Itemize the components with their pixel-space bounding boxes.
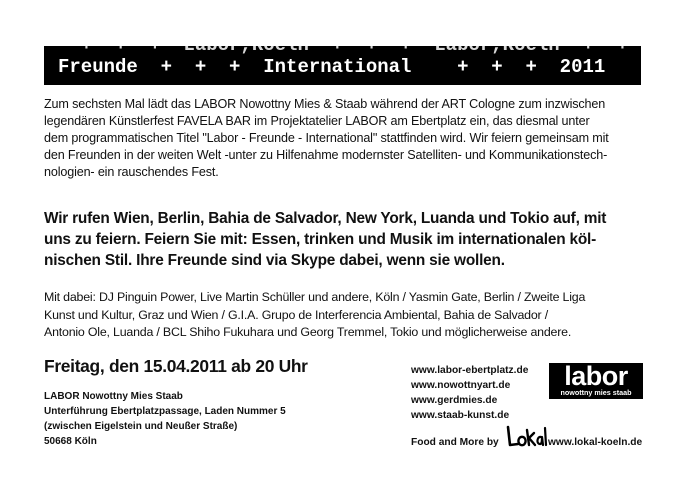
title-banner <box>44 34 641 85</box>
guests-line: Mit dabei: DJ Pinguin Power, Live Martin Schüller und andere, Köln / Yasmin Gate, Berlin / Zweite Liga <box>44 290 586 304</box>
website-link[interactable]: www.gerdmies.de <box>411 395 498 406</box>
intro-line: legendären Künstlerfest FAVELA BAR im Projektatelier LABOR am Ebertplatz ein, das diesmal unter <box>44 114 590 128</box>
intro-line: Zum sechsten Mal lädt das LABOR Nowottny Mies & Staab während der ART Cologne zum inzwischen <box>44 97 606 111</box>
call-paragraph <box>44 208 644 271</box>
intro-line: den Freunden in der weiten Welt -unter zu Hilfenahme modernster Satelliten- und Kommunikationstech- <box>44 148 608 162</box>
address-line: (zwischen Eigelstein und Neußer Straße) <box>44 421 238 432</box>
intro-line: nologien- ein rauschendes Fest. <box>44 165 219 179</box>
website-link[interactable]: www.nowottnyart.de <box>411 380 511 391</box>
labor-logo <box>549 363 643 399</box>
website-links <box>411 363 551 423</box>
intro-paragraph <box>44 96 644 181</box>
food-credit-text: Food and More by <box>411 437 499 448</box>
intro-line: dem programmatischen Titel "Labor - Freunde - International" stattfinden wird. Wir feiern gemeinsam mit <box>44 131 609 145</box>
banner-top-strip-text: + + + Labor,Koeln + + + Labor,Koeln + + <box>58 34 629 56</box>
address-line: Unterführung Ebertplatzpassage, Laden Nummer 5 <box>44 406 286 417</box>
logo-word: labor <box>564 361 628 391</box>
address-line: 50668 Köln <box>44 436 97 447</box>
food-credit <box>411 425 651 447</box>
guests-line: Antonio Ole, Luanda / BCL Shiho Fukuhara und Georg Tremmel, Tokio und möglicherweise andere. <box>44 325 572 339</box>
event-date: Freitag, den 15.04.2011 ab 20 Uhr <box>44 356 308 376</box>
address-block <box>44 389 384 449</box>
lokal-logo <box>505 425 547 449</box>
guests-paragraph <box>44 289 644 342</box>
banner-title: Freunde + + + International + + + 2011 <box>58 56 606 78</box>
website-link[interactable]: www.staab-kunst.de <box>411 410 510 421</box>
lokal-website-link[interactable]: www.lokal-koeln.de <box>548 437 643 448</box>
address-line: LABOR Nowottny Mies Staab <box>44 391 183 402</box>
logo-subtitle: nowottny mies staab <box>560 388 632 397</box>
call-line: uns zu feiern. Feiern Sie mit: Essen, trinken und Musik im internationalen köl- <box>44 231 597 248</box>
website-link[interactable]: www.labor-ebertplatz.de <box>411 365 529 376</box>
call-line: Wir rufen Wien, Berlin, Bahia de Salvador, New York, Luanda und Tokio auf, mit <box>44 210 607 227</box>
guests-line: Kunst und Kultur, Graz und Wien / G.I.A. Grupo de Interferencia Ambiental, Bahia de Salvador / <box>44 307 548 322</box>
call-line: nischen Stil. Ihre Freunde sind via Skype dabei, wenn sie wollen. <box>44 252 505 269</box>
